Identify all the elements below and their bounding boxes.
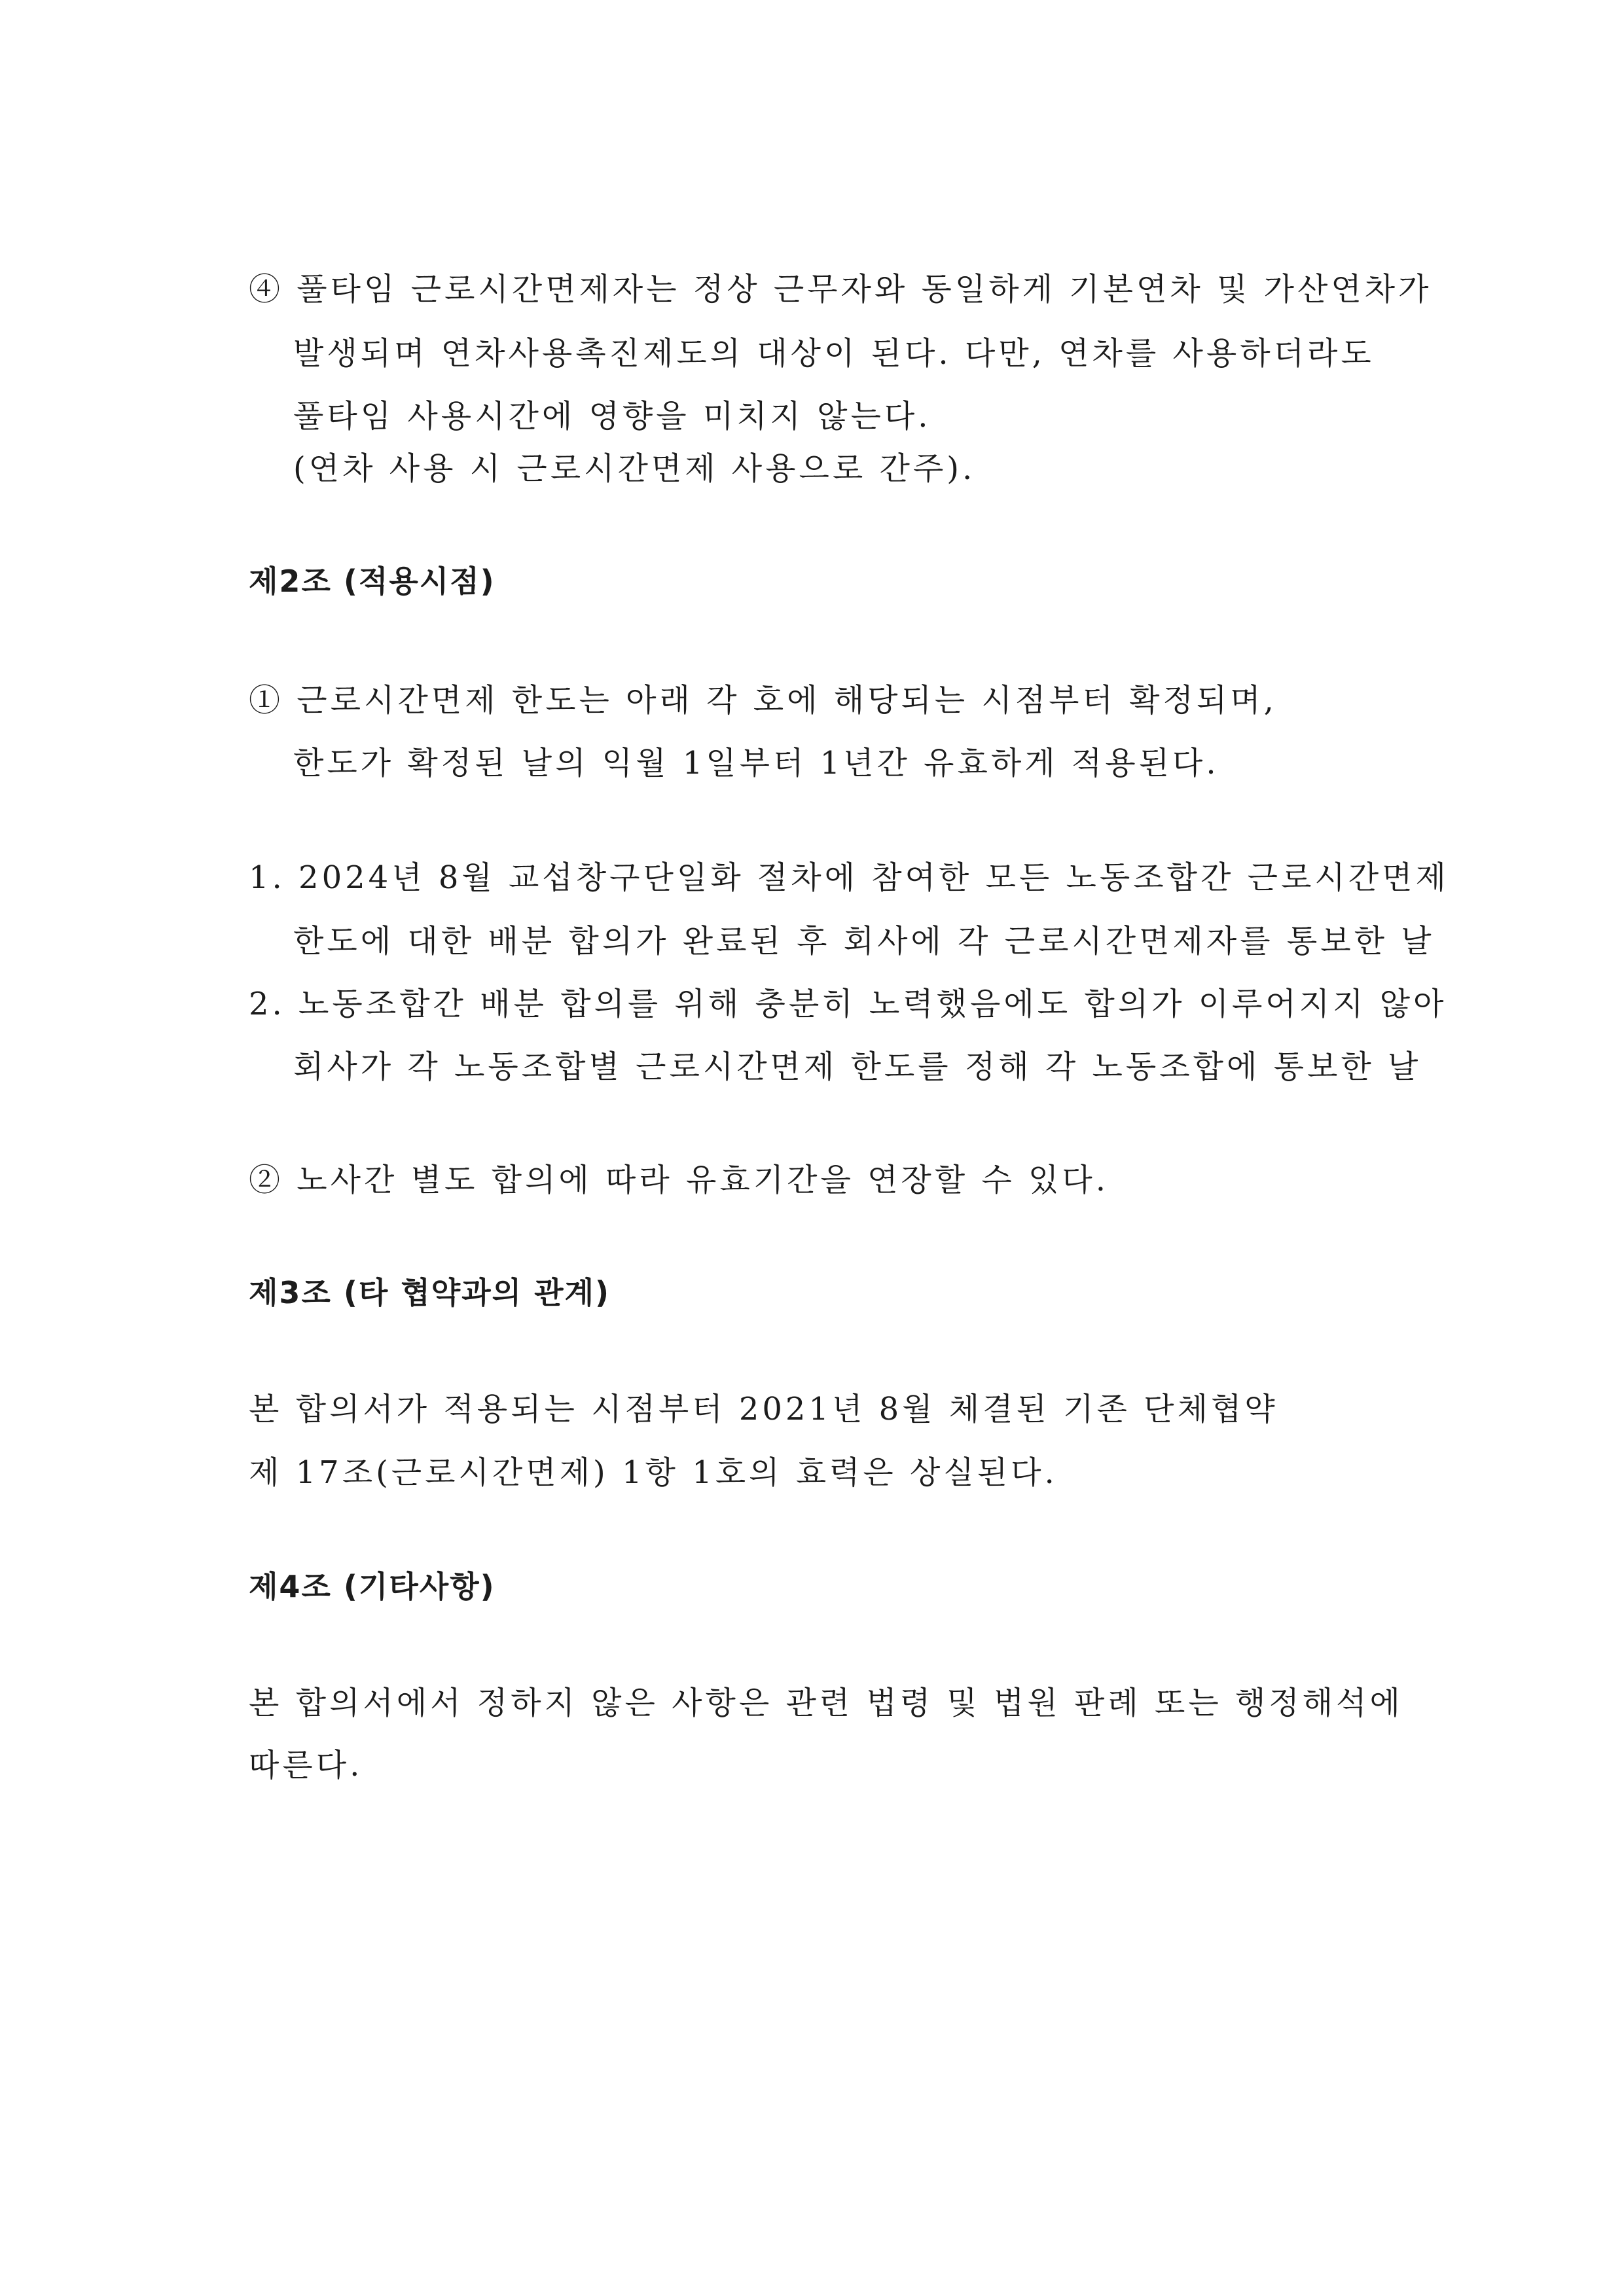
article-4-heading: 제4조 (기타사항)	[249, 1569, 496, 1604]
article-2-list-item-1-line-1: 1. 2024년 8월 교섭창구단일화 절차에 참여한 모든 노동조합간 근로시간면제	[249, 859, 1449, 896]
article-2-heading: 제2조 (적용시점)	[249, 564, 496, 599]
article-2-list-item-2-line-2: 회사가 각 노동조합별 근로시간면제 한도를 정해 각 노동조합에 통보한 날	[293, 1049, 1422, 1085]
article-2-para-1-line-2: 한도가 확정된 날의 익월 1일부터 1년간 유효하게 적용된다.	[293, 745, 1219, 781]
article-item-4-line-1: ④ 풀타임 근로시간면제자는 정상 근무자와 동일하게 기본연차 및 가산연차가	[249, 271, 1432, 308]
article-2-list-item-1-line-2: 한도에 대한 배분 합의가 완료된 후 회사에 각 근로시간면제자를 통보한 날	[293, 923, 1435, 960]
article-3-line-1: 본 합의서가 적용되는 시점부터 2021년 8월 체결된 기존 단체협약	[249, 1391, 1278, 1427]
article-2-list-item-2-line-1: 2. 노동조합간 배분 합의를 위해 충분히 노력했음에도 합의가 이루어지지 않아	[249, 986, 1447, 1022]
article-2-para-2: ② 노사간 별도 합의에 따라 유효기간을 연장할 수 있다.	[249, 1162, 1110, 1198]
article-4-line-2: 따른다.	[249, 1747, 363, 1784]
article-item-4-line-4: (연차 사용 시 근로시간면제 사용으로 간주).	[293, 450, 976, 487]
article-item-4-line-2: 발생되며 연차사용촉진제도의 대상이 된다. 다만, 연차를 사용하더라도	[293, 335, 1375, 372]
article-4-line-1: 본 합의서에서 정하지 않은 사항은 관련 법령 및 법원 판례 또는 행정해석에	[249, 1685, 1403, 1721]
article-3-line-2: 제 17조(근로시간면제) 1항 1호의 효력은 상실된다.	[249, 1454, 1058, 1491]
article-2-para-1-line-1: ① 근로시간면제 한도는 아래 각 호에 해당되는 시점부터 확정되며,	[249, 682, 1277, 719]
article-item-4-line-3: 풀타임 사용시간에 영향을 미치지 않는다.	[293, 398, 931, 435]
article-3-heading: 제3조 (타 협약과의 관계)	[249, 1275, 611, 1310]
